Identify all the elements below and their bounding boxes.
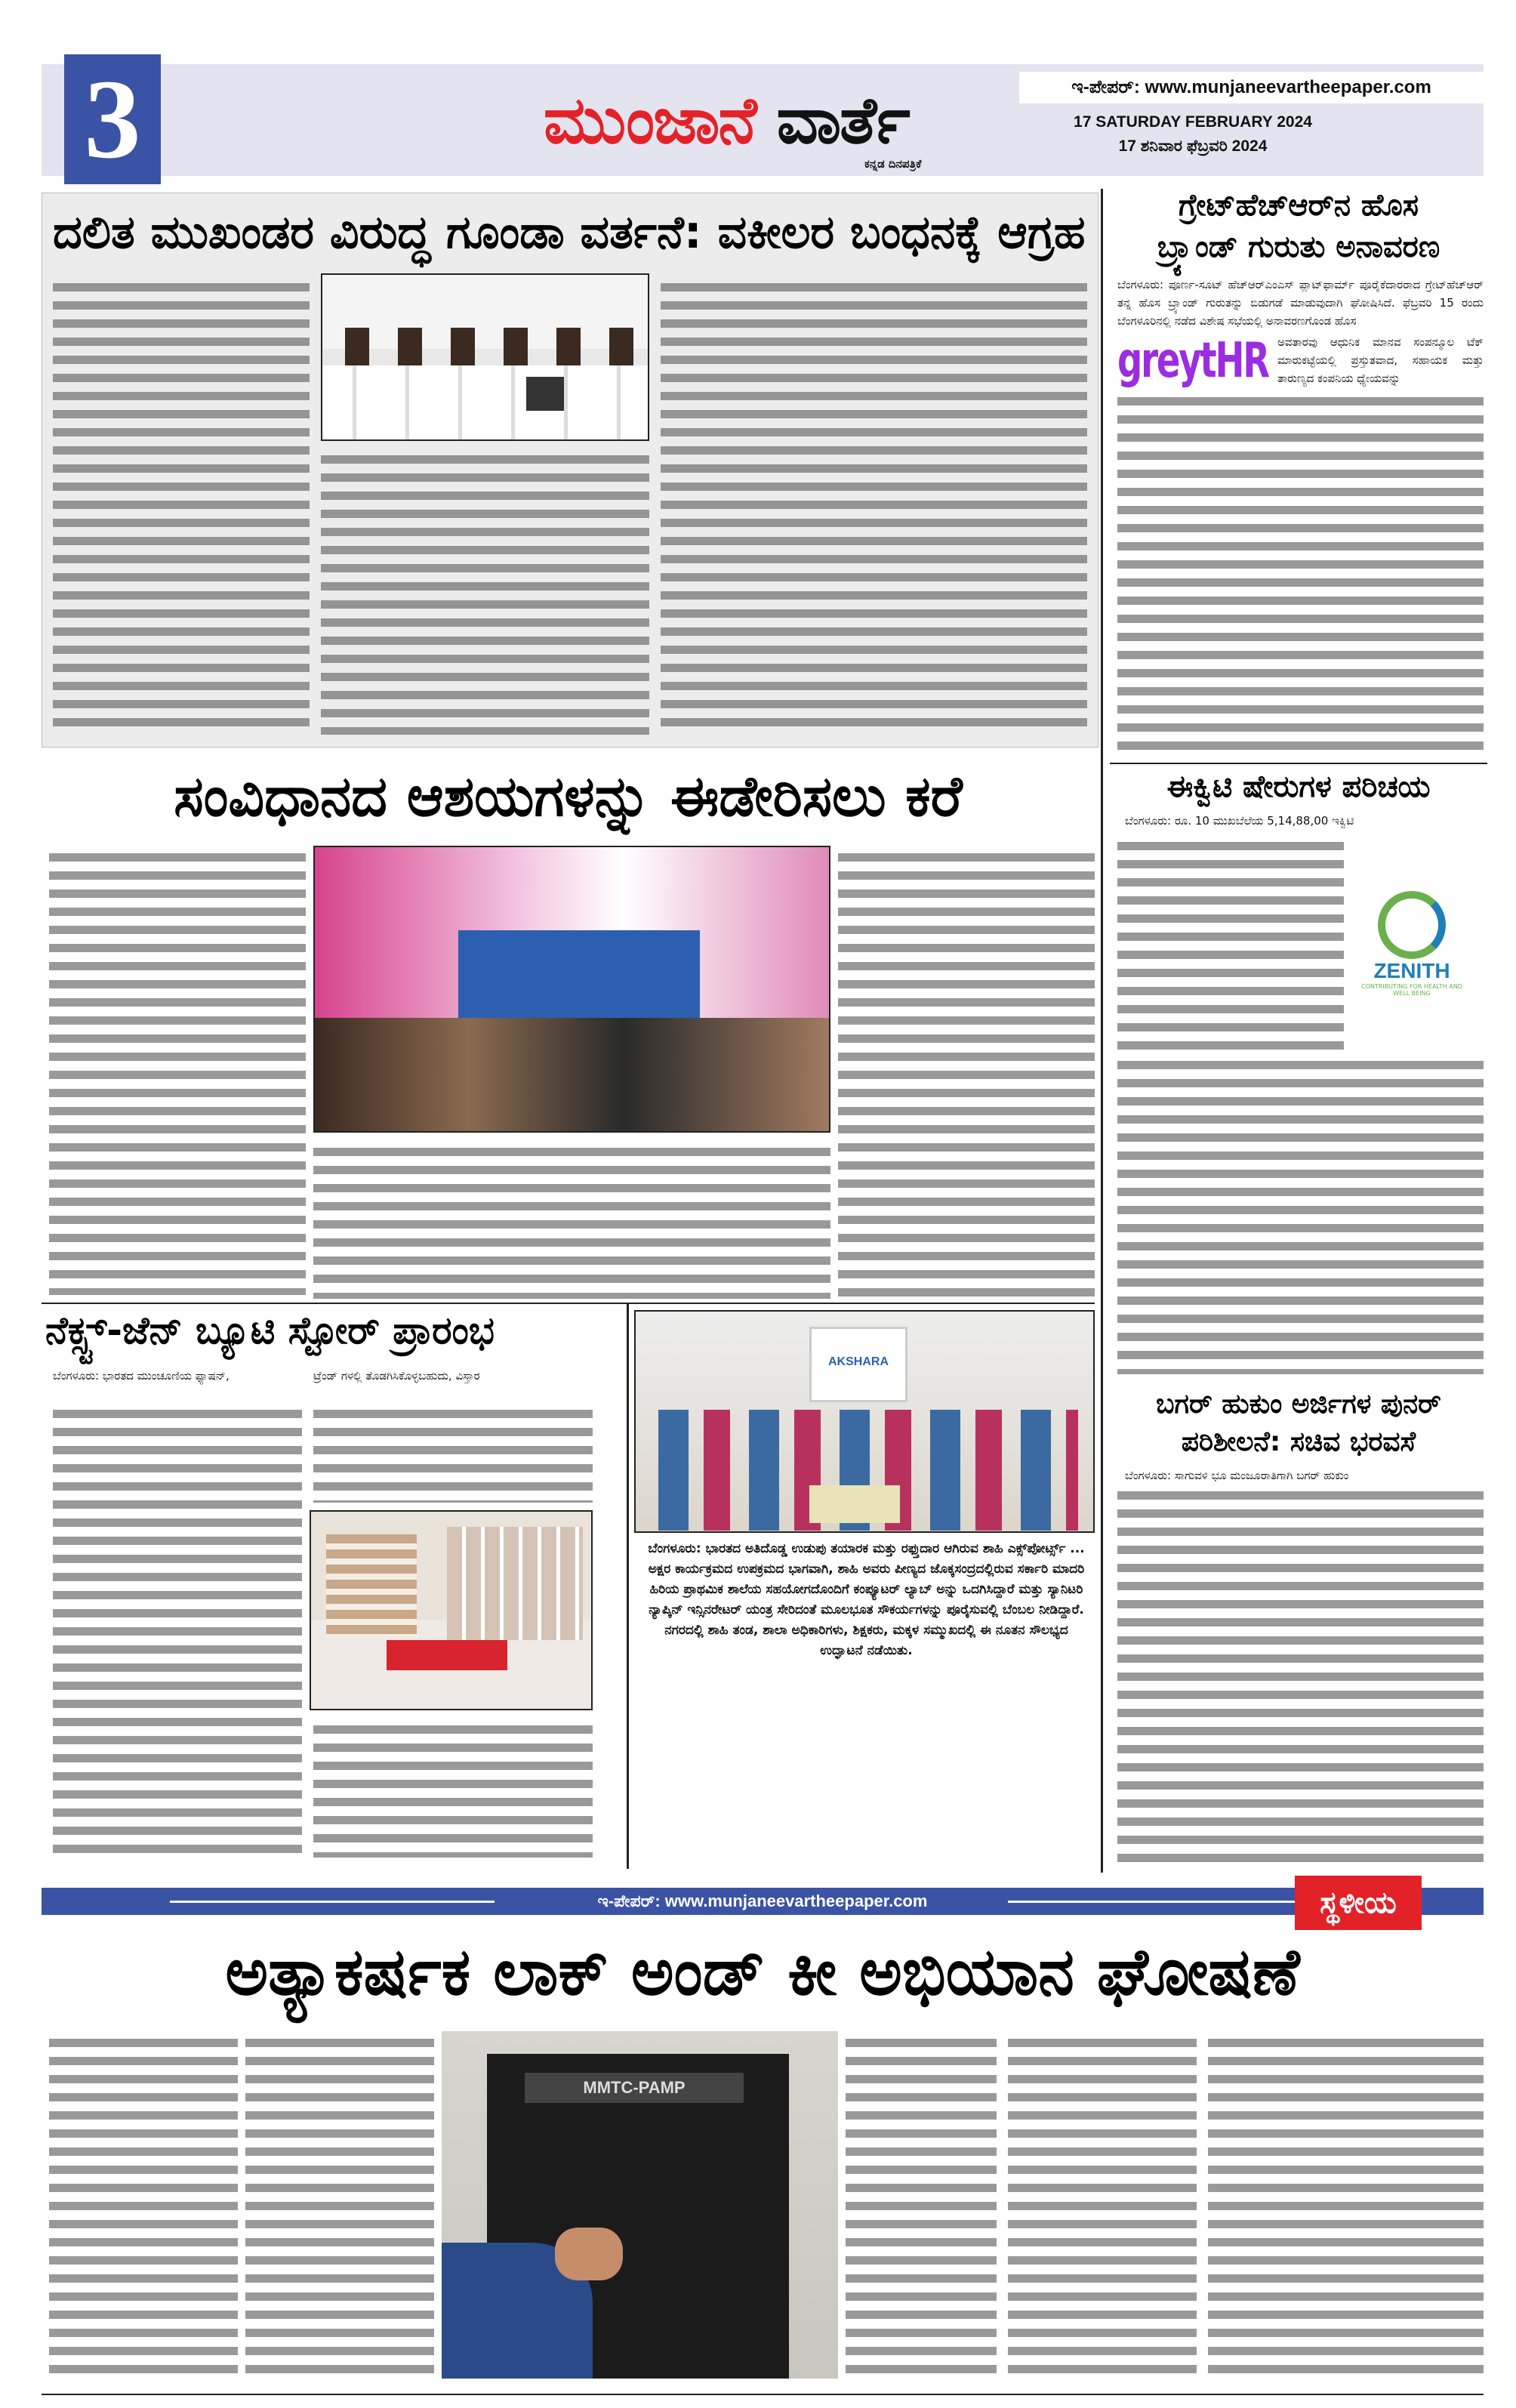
greythr-lead: ಬೆಂಗಳೂರು: ಪೂರ್ಣ-ಸೂಟ್ ಹೆಚ್‌ಆರ್‌ಎಂಎಸ್ ಪ್ಲಾಟ್‌ಫಾರ್ಮ್ ಪೂರೈಕೆದಾರರಾದ ಗ್ರೇಟ್‌ಹೆಚ್‌ಆರ್ ತನ್ನ ಹೊಸ ಬ್ರ್ಯಾಂಡ್ ಗುರುತನ್ನು ಬಿಡುಗಡೆ ಮಾಡುವುದಾಗಿ ಘೋಷಿಸಿದೆ. ಫೆಬ್ರವರಿ 15 ರಂದು ಬೆಂಗಳೂರಿನಲ್ಲಿ ನಡೆದ ವಿಶೇಷ ಸಭೆಯಲ್ಲಿ ಅನಾವರಣಗೊಂಡ ಹೊಸ [1117,278,1484,328]
safe-photo [442,2031,838,2379]
article-text [313,1406,593,1503]
footer-epaper-link[interactable]: ಇ-ಪೇಪರ್: www.munjaneevartheepaper.com [597,1892,928,1910]
column-divider [1101,189,1103,1873]
press-meet-photo [321,273,649,441]
akshara-banner: AKSHARA [809,1327,907,1402]
epaper-link[interactable]: ಇ-ಪೇಪರ್: www.munjaneevartheepaper.com [1019,72,1484,103]
title-black: ವಾರ್ತೆ [776,83,909,159]
article-text [1117,838,1344,1057]
date-kannada: 17 ಶನಿವಾರ ಫೆಬ್ರವರಿ 2024 [1118,137,1268,155]
headline-lockkey: ಅತ್ಯಾಕರ್ಷಕ ಲಾಕ್ ಅಂಡ್ ಕೀ ಅಭಿಯಾನ ಘೋಷಣೆ [225,1935,1300,2010]
bagar-lead: ಬೆಂಗಳೂರು: ಸಾಗುವಳಿ ಭೂ ಮಂಜೂರಾತಿಗಾಗಿ ಬಗರ್ ಹುಕುಂ [1125,1469,1349,1482]
article-text [49,849,306,1295]
beauty-lead-1: ಬೆಂಗಳೂರು: ಭಾರತದ ಮುಂಚೂಣಿಯ ಫ್ಯಾಷನ್, [53,1369,230,1383]
date-english: 17 SATURDAY FEBRUARY 2024 [1074,113,1312,131]
article-text [661,279,1087,736]
article-text [1117,393,1484,755]
article-text [1117,1488,1484,1865]
article-text [53,1406,302,1859]
article-text [49,2035,238,2379]
beauty-store-photo [310,1510,593,1710]
article-text [321,452,649,735]
article-text [838,849,1095,1299]
headline-bagar-2: ಪರಿಶೀಲನೆ: ಸಚಿವ ಭರವಸೆ [1181,1426,1416,1457]
page-number: 3 [64,54,161,184]
beauty-lead-2: ಟ್ರೆಂಡ್ ಗಳಲ್ಲಿ ತೊಡಗಿಸಿಕೊಳ್ಳಬಹುದು, ವಿಸ್ತಾರ [313,1369,480,1383]
headline-constitution: ಸಂವಿಧಾನದ ಆಶಯಗಳನ್ನು ಈಡೇರಿಸಲು ಕರೆ [174,764,963,829]
headline-greythr-1: ಗ್ರೇಟ್‌ಹೆಚ್‌ಆರ್‌ನ ಹೊಸ [1179,188,1419,223]
akshara-event-photo [634,1310,1095,1533]
article-text [1008,2035,1197,2379]
column-divider [627,1303,629,1869]
akshara-caption: ಬೆಂಗಳೂರು: ಭಾರತದ ಅತಿದೊಡ್ಡ ಉಡುಪು ತಯಾರಕ ಮತ್ತು ರಫ್ತುದಾರ ಆಗಿರುವ ಶಾಹಿ ಎಕ್ಸ್‌ಪೋರ್ಟ್ಸ್ ... ಅಕ್ಷರ ಕಾರ್ಯಕ್ರಮದ ಉಪಕ್ರಮದ ಭಾಗವಾಗಿ, ಶಾಹಿ ಅವರು ಪೀಣ್ಯದ ಜೊಕ್ಕಸಂದ್ರದಲ್ಲಿರುವ ಸರ್ಕಾರಿ ಮಾದರಿ ಹಿರಿಯ ಪ್ರಾಥಮಿಕ ಶಾಲೆಯ ಸಹಯೋಗದೊಂದಿಗೆ ಕಂಪ್ಯೂಟರ್ ಲ್ಯಾಬ್ ಅನ್ನು ಒದಗಿಸಿದ್ದಾರೆ ಮತ್ತು ಸ್ಯಾನಿಟರಿ ನ್ಯಾಪ್ಕಿನ್ ಇನ್ಸಿನರೇಟರ್ ಯಂತ್ರ ಸೇರಿದಂತೆ ಮೂಲಭೂತ ಸೌಕರ್ಯಗಳನ್ನು ಪೂರೈಸುವಲ್ಲಿ ಬೆಂಬಲ ನೀಡಿದ್ದಾರೆ. ನಗರದಲ್ಲಿ ಶಾಹಿ ತಂಡ, ಶಾಲಾ ಅಧಿಕಾರಿಗಳು, ಶಿಕ್ಷಕರು, ಮಕ್ಕಳ ಸಮ್ಮುಖದಲ್ಲಿ ಈ ನೂತನ ಸೌಲಭ್ಯದ ಉದ್ಘಾಟನೆ ನಡೆಯಿತು. [648,1541,1085,1658]
bottom-rule [42,2394,1484,2395]
title-red: ಮುಂಜಾನೆ [544,83,756,159]
greythr-lead-2: ಅವತಾರವು ಆಧುನಿಕ ಮಾನವ ಸಂಪನ್ಮೂಲ ಟೆಕ್ ಮಾರುಕಟ್ಟೆಯಲ್ಲಿ ಪ್ರಸ್ತುತವಾದ, ಸಹಾಯಕ ಮತ್ತು ತಾರುಣ್ಯದ ಕಂಪನಿಯ ಧ್ಯೇಯವನ್ನು [1277,335,1484,385]
zenith-logo-text: ZENITH [1373,959,1450,982]
article-text [313,1144,830,1299]
article-text [245,2035,434,2379]
headline-beauty: ನೆಕ್ಸ್ಟ್-ಜೆನ್ ಬ್ಯೂಟಿ ಸ್ಟೋರ್ ಪ್ರಾರಂಭ [45,1309,495,1352]
article-text [313,1722,593,1858]
divider [1110,763,1487,764]
zenith-logo [1355,891,1468,1027]
article-text [53,279,310,732]
article-text [1208,2035,1484,2379]
constitution-event-photo [313,846,830,1133]
headline-equity: ಈಕ್ವಿಟಿ ಷೇರುಗಳ ಪರಿಚಯ [1166,769,1431,804]
headline-greythr-2: ಬ್ರ್ಯಾಂಡ್ ಗುರುತು ಅನಾವರಣ [1157,230,1441,264]
article-text [1117,1057,1484,1374]
article-text [846,2035,997,2379]
tagline: ಕನ್ನಡ ದಿನಪತ್ರಿಕೆ [864,157,922,171]
newspaper-title [544,83,1012,160]
footer-band [42,1888,1484,1915]
zenith-logo-sub: CONTRIBUTING FOR HEALTH AND WELL BEING [1361,983,1462,997]
headline-dalit: ದಲಿತ ಮುಖಂಡರ ವಿರುದ್ಧ ಗೂಂಡಾ ವರ್ತನೆ: ವಕೀಲರ ಬಂಧನಕ್ಕೆ ಆಗ್ರಹ [53,206,1086,259]
safe-brand: MMTC-PAMP [525,2073,744,2103]
section-label: ಸ್ಥಳೀಯ [1295,1876,1422,1930]
greythr-logo: greytHR [1117,333,1268,389]
greythr-body [1117,276,1484,755]
equity-lead: ಬೆಂಗಳೂರು: ರೂ. 10 ಮುಖಬೆಲೆಯ 5,14,88,00 ಇಕ್ವಿಟಿ [1125,814,1354,828]
divider [42,1303,1095,1304]
headline-bagar-1: ಬಗರ್ ಹುಕುಂ ಅರ್ಜಿಗಳ ಪುನರ್ [1156,1389,1441,1420]
